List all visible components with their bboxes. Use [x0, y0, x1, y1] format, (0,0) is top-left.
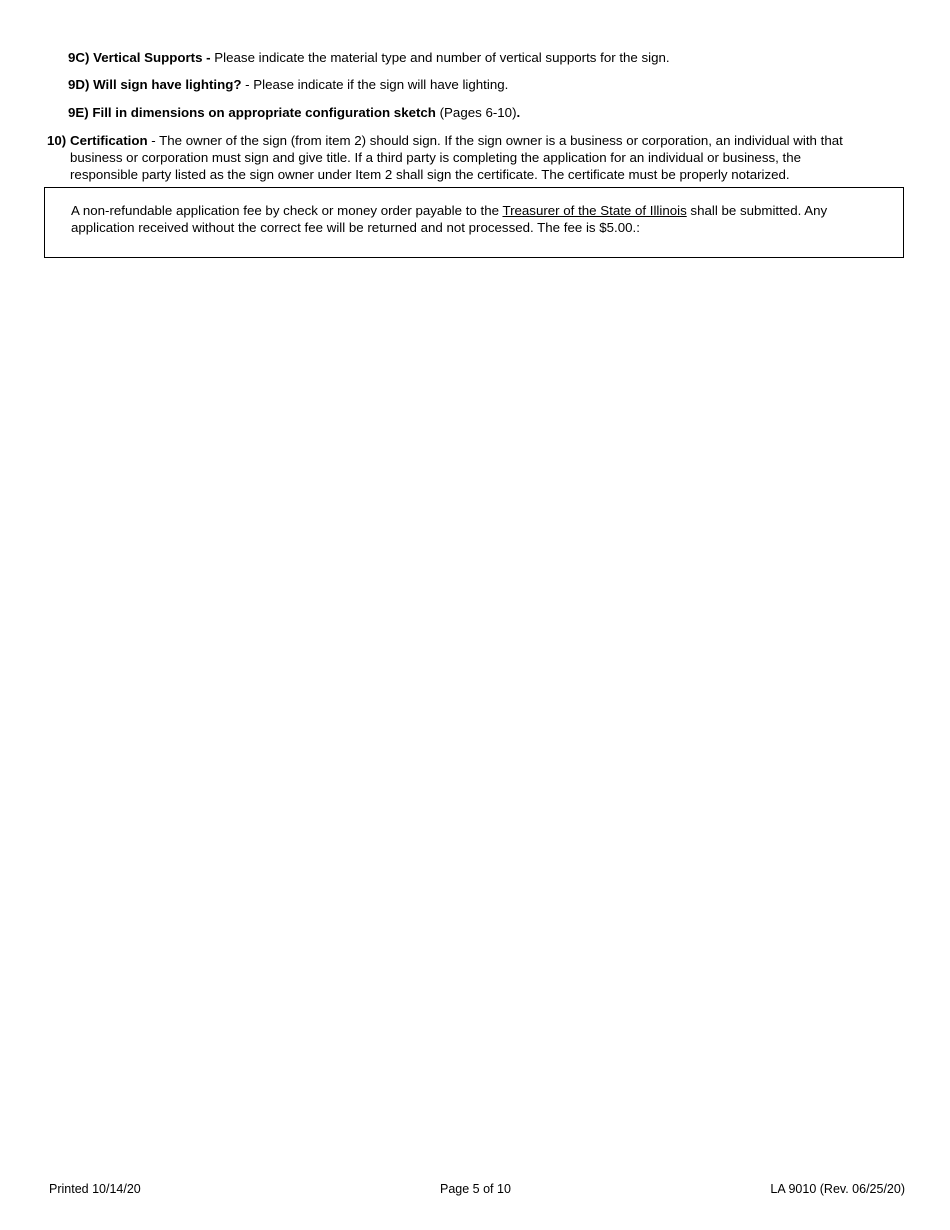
instruction-9e-label: 9E) Fill in dimensions on appropriate configuration sketch	[68, 105, 436, 120]
footer-printed-date: Printed 10/14/20	[49, 1182, 141, 1196]
instruction-9c	[68, 49, 670, 66]
fee-payee: Treasurer of the State of Illinois	[502, 203, 687, 218]
instruction-9e	[68, 104, 520, 121]
instruction-10-number: 10)	[47, 133, 67, 148]
instruction-10-label: Certification	[70, 133, 148, 148]
instruction-10-body	[70, 132, 907, 183]
instruction-10-certification	[47, 132, 907, 183]
application-fee-notice	[71, 202, 891, 236]
fee-notice-post: shall be submitted. Any	[686, 203, 828, 218]
instruction-10-line-1	[70, 132, 907, 149]
instruction-10-line-2: business or corporation must sign and give title. If a third party is completing the application for an individual or business, the	[70, 150, 801, 165]
instruction-9e-text: (Pages 6-10)	[435, 105, 517, 120]
instruction-9d-label: 9D) Will sign have lighting?	[68, 77, 242, 92]
instruction-10-line-1-text: - The owner of the sign (from item 2) should sign. If the sign owner is a business or corporation, an individual with that	[147, 133, 843, 148]
footer-page-number: Page 5 of 10	[440, 1182, 511, 1196]
instruction-9d-text: - Please indicate if the sign will have lighting.	[241, 77, 509, 92]
application-fee-notice-box	[44, 187, 904, 258]
instruction-9c-text: Please indicate the material type and number of vertical supports for the sign.	[210, 50, 670, 65]
instruction-9c-label: 9C) Vertical Supports -	[68, 50, 211, 65]
footer-form-number: LA 9010 (Rev. 06/25/20)	[770, 1182, 905, 1196]
instruction-9e-period: .	[516, 105, 521, 120]
instruction-9d	[68, 76, 508, 93]
instruction-10-line-3: responsible party listed as the sign owner under Item 2 shall sign the certificate. The certificate must be properly notarized.	[70, 167, 790, 182]
fee-notice-line-1	[71, 202, 891, 219]
fee-notice-pre: A non-refundable application fee by check or money order payable to the	[71, 203, 503, 218]
fee-notice-line-2: application received without the correct fee will be returned and not processed. The fee is $5.00.:	[71, 220, 640, 235]
